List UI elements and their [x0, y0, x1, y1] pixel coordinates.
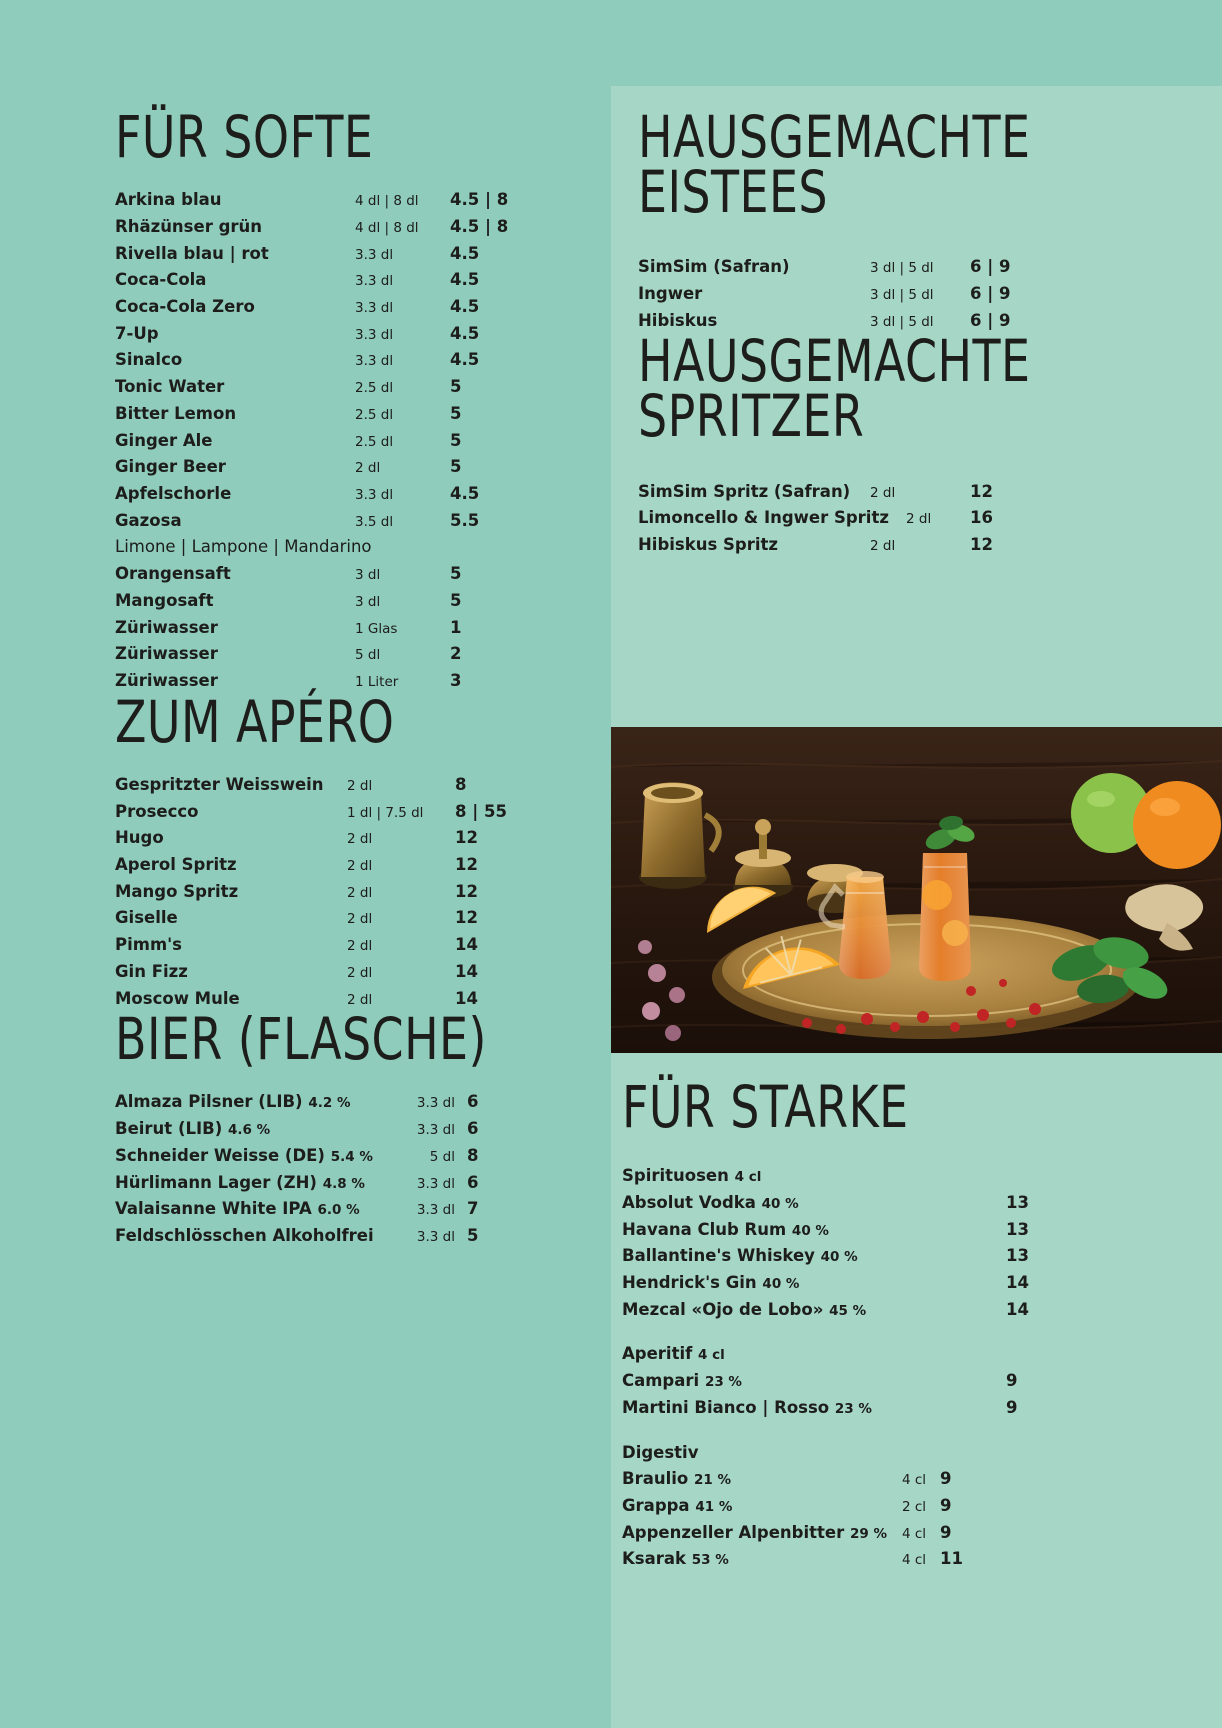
- item-name: [115, 1223, 387, 1250]
- item-price: 6 | 9: [970, 283, 1011, 303]
- item-abv: 45 %: [829, 1302, 867, 1319]
- item-name: Bitter Lemon: [115, 403, 237, 423]
- menu-row: [115, 879, 565, 906]
- bier-item-list: [115, 1089, 565, 1249]
- menu-row: [115, 1170, 565, 1197]
- menu-row: [638, 281, 1138, 308]
- starke-item-list: [622, 1163, 1142, 1573]
- item-name: Apfelschorle: [115, 484, 232, 503]
- menu-row: [115, 454, 565, 481]
- group-size: 4 cl: [698, 1347, 725, 1364]
- item-name: Coca-Cola Zero: [115, 296, 255, 316]
- menu-row: [115, 428, 565, 455]
- item-name: Hibiskus Spritz: [638, 534, 779, 554]
- item-price: 14: [455, 961, 478, 981]
- item-price: 4.5 | 8: [450, 190, 509, 210]
- item-size: 3 dl: [355, 593, 381, 610]
- item-name: Sinalco: [115, 350, 183, 370]
- item-size: 3.3 dl: [416, 1229, 455, 1245]
- item-name: Züriwasser: [115, 644, 218, 664]
- item-name: Züriwasser: [115, 617, 218, 637]
- item-name: Mango Spritz: [115, 881, 239, 901]
- item-price: 4.5: [450, 243, 480, 263]
- menu-row: [115, 1116, 565, 1143]
- item-price: 5.5: [450, 510, 480, 530]
- item-name: [622, 1190, 932, 1217]
- menu-row: [115, 799, 565, 826]
- left-column: [115, 103, 565, 1250]
- menu-row: [115, 401, 565, 428]
- apero-item-list: [115, 772, 565, 1012]
- item-price: 6: [467, 1092, 479, 1112]
- menu-row: [638, 479, 1138, 506]
- item-name: [622, 1270, 932, 1297]
- menu-row: [115, 508, 565, 535]
- item-size: 1 Glas: [355, 620, 398, 637]
- item-label: Grappa: [622, 1496, 690, 1515]
- item-size: 4 dl | 8 dl: [355, 193, 419, 210]
- item-name: [622, 1297, 932, 1324]
- item-name: [115, 1116, 387, 1143]
- group-label: Aperitif: [622, 1344, 693, 1364]
- item-price: 13: [1006, 1219, 1029, 1239]
- menu-row: [115, 294, 565, 321]
- item-name: Pimm's: [115, 935, 183, 955]
- item-abv: 21 %: [694, 1472, 732, 1489]
- item-name: Prosecco: [115, 801, 199, 821]
- item-price: 16: [970, 508, 993, 528]
- item-abv: 40 %: [791, 1222, 829, 1239]
- menu-row: [115, 1089, 565, 1116]
- item-abv: 4.8 %: [322, 1175, 365, 1192]
- item-name: SimSim Spritz (Safran): [638, 481, 851, 501]
- item-size: 1 dl | 7.5 dl: [347, 804, 424, 821]
- item-abv: 5.4 %: [330, 1148, 373, 1165]
- item-size: 3.3 dl: [355, 246, 394, 263]
- item-size: 3.3 dl: [416, 1202, 455, 1219]
- item-size: 4 cl: [901, 1525, 926, 1542]
- item-size: 4 dl | 8 dl: [355, 219, 419, 236]
- item-price: 14: [455, 935, 478, 955]
- item-price: 8: [455, 774, 467, 794]
- menu-row: [638, 254, 1138, 281]
- eistees-item-list: [638, 254, 1138, 334]
- menu-row: [622, 1466, 1142, 1493]
- item-size: 3.3 dl: [355, 299, 394, 316]
- item-name: [622, 1520, 888, 1547]
- item-price: 5: [450, 430, 462, 450]
- softe-item-list: [115, 187, 565, 695]
- item-size: 3.3 dl: [355, 326, 394, 343]
- item-abv: 23 %: [704, 1374, 742, 1391]
- item-price: 5: [450, 377, 462, 397]
- section-title-zum-apero: ZUM APÉRO: [115, 687, 395, 756]
- item-name: Aperol Spritz: [115, 855, 237, 874]
- item-name: Hibiskus: [638, 310, 718, 330]
- item-label: Valaisanne White IPA: [115, 1199, 312, 1219]
- item-abv: 40 %: [820, 1249, 858, 1266]
- item-size: 2 dl: [347, 831, 373, 848]
- menu-row: [622, 1368, 1142, 1395]
- menu-row: [638, 532, 1138, 559]
- item-name: [622, 1546, 868, 1573]
- item-price: 6: [467, 1172, 479, 1192]
- item-name: Hugo: [115, 828, 164, 848]
- item-label: Braulio: [622, 1469, 689, 1489]
- iced-tea-glass: [919, 814, 977, 981]
- item-abv: 40 %: [761, 1195, 799, 1212]
- section-title-fuer-softe: FÜR SOFTE: [115, 103, 374, 171]
- item-price: 14: [455, 988, 478, 1008]
- item-name: [622, 1243, 932, 1270]
- gazosa-variants: Limone | Lampone | Mandarino: [115, 537, 372, 557]
- item-size: 2 dl: [355, 460, 381, 477]
- group-size: 4 cl: [734, 1169, 762, 1186]
- item-price: 4.5: [450, 270, 480, 290]
- item-price: 5: [450, 457, 462, 477]
- item-price: 1: [450, 617, 462, 637]
- item-size: 2 dl: [347, 991, 373, 1008]
- item-price: 7: [467, 1199, 479, 1219]
- item-name: Tonic Water: [115, 377, 225, 397]
- item-label: Campari: [622, 1371, 700, 1391]
- item-name: Ingwer: [638, 283, 703, 303]
- item-price: 5: [450, 590, 462, 610]
- item-abv: 53 %: [691, 1552, 729, 1569]
- item-size: 3 dl | 5 dl: [870, 286, 934, 303]
- item-size: 5 dl: [355, 647, 381, 664]
- item-label: Havana Club Rum: [622, 1219, 787, 1239]
- item-size: 3.3 dl: [355, 487, 394, 503]
- item-label: Ballantine's Whiskey: [622, 1246, 815, 1266]
- item-size: 2 dl: [870, 537, 896, 554]
- menu-row: [115, 852, 565, 879]
- menu-row: [115, 905, 565, 932]
- menu-row: [115, 641, 565, 668]
- menu-row: [115, 1196, 565, 1223]
- item-size: 3.3 dl: [416, 1095, 455, 1112]
- item-label: Beirut (LIB): [115, 1119, 223, 1139]
- item-price: 12: [455, 855, 478, 874]
- item-name: [622, 1493, 868, 1520]
- menu-row: [115, 187, 565, 214]
- item-label: Schneider Weisse (DE): [115, 1145, 325, 1165]
- item-price: 11: [940, 1549, 963, 1569]
- group-heading-spirituosen: [622, 1163, 1142, 1190]
- item-name: Rivella blau | rot: [115, 243, 269, 263]
- menu-row: [115, 481, 565, 508]
- item-price: 5: [467, 1226, 479, 1245]
- item-size: 5 dl: [429, 1148, 455, 1165]
- menu-row: [115, 561, 565, 588]
- item-price: 12: [455, 908, 478, 928]
- group-label: Spirituosen: [622, 1166, 729, 1186]
- item-price: 9: [1006, 1371, 1018, 1391]
- item-name: [115, 1089, 387, 1116]
- menu-row: [115, 347, 565, 374]
- item-name: SimSim (Safran): [638, 257, 790, 277]
- item-size: 4 cl: [901, 1472, 926, 1489]
- item-label: Mezcal «Ojo de Lobo»: [622, 1299, 824, 1319]
- item-label: Ksarak: [622, 1549, 686, 1569]
- menu-row: [622, 1243, 1142, 1270]
- item-abv: 41 %: [695, 1499, 733, 1515]
- item-price: 4.5: [450, 323, 480, 343]
- item-name: [115, 1170, 387, 1197]
- item-price: 12: [970, 534, 993, 554]
- item-label: Feldschlösschen Alkoholfrei: [115, 1226, 374, 1245]
- item-name: Ginger Ale: [115, 430, 213, 450]
- item-label: Hürlimann Lager (ZH): [115, 1172, 317, 1192]
- spritzer-item-list: [638, 479, 1138, 559]
- section-title-hausgemachte-spritzer: HAUSGEMACHTE SPRITZER: [638, 327, 1031, 451]
- item-price: 12: [970, 481, 993, 501]
- item-abv: 23 %: [834, 1400, 872, 1417]
- menu-row: [115, 214, 565, 241]
- item-name: [622, 1217, 932, 1244]
- item-size: 2 dl: [870, 484, 896, 501]
- item-size: 3.5 dl: [355, 513, 394, 530]
- item-size: 3.3 dl: [355, 273, 394, 290]
- item-price: 3: [450, 671, 462, 691]
- item-abv: 40 %: [762, 1275, 800, 1292]
- item-size: 2 dl: [347, 964, 373, 981]
- item-price: 9: [940, 1522, 952, 1542]
- item-size: 3.3 dl: [416, 1122, 455, 1139]
- menu-row: [115, 321, 565, 348]
- item-abv: 4.2 %: [308, 1095, 351, 1112]
- item-name: [115, 1143, 387, 1170]
- item-price: 13: [1006, 1192, 1029, 1212]
- item-name: Mangosaft: [115, 590, 214, 610]
- item-abv: 4.6 %: [228, 1122, 271, 1139]
- item-label: Almaza Pilsner (LIB): [115, 1092, 303, 1112]
- item-name: Giselle: [115, 908, 178, 928]
- item-size: 1 Liter: [355, 674, 399, 691]
- item-name: Gin Fizz: [115, 961, 188, 981]
- menu-row: [622, 1217, 1142, 1244]
- item-price: 4.5: [450, 296, 480, 316]
- menu-row: [622, 1270, 1142, 1297]
- item-name: [622, 1466, 868, 1493]
- item-size: 2 dl: [347, 911, 373, 928]
- menu-row: [622, 1546, 1142, 1573]
- group-label: Digestiv: [622, 1442, 699, 1462]
- item-price: 6: [467, 1119, 479, 1139]
- item-size: 2 dl: [906, 511, 932, 528]
- menu-row: [115, 615, 565, 642]
- item-size: 3.3 dl: [355, 353, 394, 370]
- menu-row: [115, 932, 565, 959]
- menu-row: [622, 1493, 1142, 1520]
- item-name: Orangensaft: [115, 564, 231, 584]
- item-name: Gespritzter Weisswein: [115, 774, 324, 794]
- item-price: 6 | 9: [970, 257, 1011, 277]
- item-price: 9: [1006, 1397, 1018, 1417]
- item-name: Züriwasser: [115, 671, 218, 691]
- item-size: 2.5 dl: [355, 433, 394, 450]
- menu-row: [622, 1190, 1142, 1217]
- menu-row: [115, 825, 565, 852]
- item-size: 2 dl: [347, 938, 373, 955]
- item-price: 8: [467, 1145, 479, 1165]
- item-size: 2 dl: [347, 777, 373, 794]
- menu-row: [115, 772, 565, 799]
- item-price: 4.5: [450, 350, 480, 370]
- item-label: Absolut Vodka: [622, 1192, 756, 1212]
- menu-row: [115, 241, 565, 268]
- item-label: Martini Bianco | Rosso: [622, 1397, 830, 1417]
- item-size: 2 cl: [901, 1499, 926, 1515]
- item-name: Coca-Cola: [115, 270, 207, 290]
- item-price: 12: [455, 828, 478, 848]
- item-price: 9: [940, 1469, 952, 1489]
- menu-row: [115, 1143, 565, 1170]
- item-label: Hendrick's Gin: [622, 1272, 757, 1292]
- menu-row: [638, 505, 1138, 532]
- menu-row: [115, 267, 565, 294]
- menu-row: [622, 1520, 1142, 1547]
- item-price: 14: [1006, 1272, 1029, 1292]
- menu-row: [115, 374, 565, 401]
- item-name: Moscow Mule: [115, 988, 240, 1008]
- item-size: 2 dl: [347, 858, 373, 874]
- item-abv: 6.0 %: [317, 1202, 360, 1219]
- section-title-bier-flasche: BIER (FLASCHE): [115, 1005, 487, 1074]
- item-name: Limoncello & Ingwer Spritz: [638, 508, 889, 528]
- section-title-fuer-starke: FÜR STARKE: [622, 1073, 909, 1141]
- menu-row: [622, 1297, 1142, 1324]
- orange: [1133, 781, 1221, 869]
- menu-row: [622, 1395, 1142, 1422]
- item-size: 2.5 dl: [355, 380, 394, 397]
- item-price: 5: [450, 403, 462, 423]
- item-price: 4.5: [450, 484, 480, 503]
- item-name: [115, 1196, 387, 1223]
- item-name: Arkina blau: [115, 190, 222, 210]
- starke-block: [622, 1073, 1142, 1573]
- item-size: 3 dl | 5 dl: [870, 260, 934, 277]
- item-size: 2 dl: [347, 884, 373, 901]
- item-price: 2: [450, 644, 462, 664]
- item-price: 5: [450, 564, 462, 584]
- item-price: 4.5 | 8: [450, 216, 509, 236]
- item-size: 2.5 dl: [355, 406, 394, 423]
- drinks-photo-illustration: [611, 727, 1222, 1053]
- item-size: 3 dl | 5 dl: [870, 313, 934, 330]
- item-price: 6 | 9: [970, 310, 1011, 330]
- item-name: [622, 1368, 932, 1395]
- item-price: 14: [1006, 1299, 1029, 1319]
- item-name: Ginger Beer: [115, 457, 226, 477]
- item-label: Appenzeller Alpenbitter: [622, 1522, 845, 1542]
- item-name: Gazosa: [115, 510, 182, 530]
- group-heading-digestiv: [622, 1440, 1142, 1467]
- section-title-hausgemachte-eistees: HAUSGEMACHTE EISTEES: [638, 103, 1031, 227]
- item-name: [622, 1395, 932, 1422]
- menu-row: [115, 959, 565, 986]
- item-size: 3 dl: [355, 567, 381, 584]
- right-column: [638, 103, 1138, 559]
- item-size: 4 cl: [901, 1552, 926, 1569]
- item-name: 7-Up: [115, 323, 159, 343]
- drinks-photo: [611, 727, 1222, 1053]
- item-price: 12: [455, 881, 478, 901]
- group-heading-aperitif: [622, 1341, 1142, 1368]
- item-size: 3.3 dl: [416, 1175, 455, 1192]
- item-price: 8 | 55: [455, 801, 507, 821]
- menu-row: [115, 588, 565, 615]
- item-name: Rhäzünser grün: [115, 216, 263, 236]
- item-price: 13: [1006, 1246, 1029, 1266]
- item-abv: 29 %: [850, 1525, 888, 1542]
- menu-row: [115, 1223, 565, 1250]
- item-price: 9: [940, 1496, 952, 1515]
